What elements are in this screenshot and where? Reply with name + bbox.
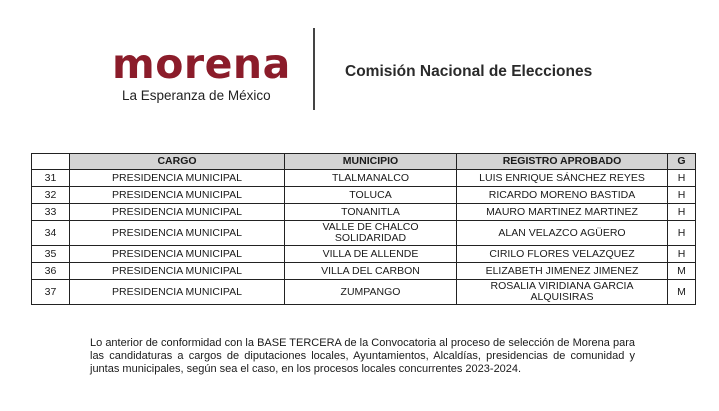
header-registro: REGISTRO APROBADO [457,154,668,170]
row-number: 31 [32,170,70,187]
table-row [32,263,696,280]
row-municipio: VILLA DE ALLENDE [285,246,457,263]
row-cargo: PRESIDENCIA MUNICIPAL [70,221,285,246]
table-row [32,187,696,204]
logo-slogan: La Esperanza de México [122,88,271,103]
header-divider [313,28,315,110]
row-number: 34 [32,221,70,246]
table-header-row [32,154,696,170]
row-registro: ROSALIA VIRIDIANA GARCIA ALQUISIRAS [457,280,668,305]
row-municipio: VALLE DE CHALCO SOLIDARIDAD [285,221,457,246]
row-cargo: PRESIDENCIA MUNICIPAL [70,187,285,204]
row-municipio: VILLA DEL CARBON [285,263,457,280]
row-registro: CIRILO FLORES VELAZQUEZ [457,246,668,263]
row-gender: H [668,187,696,204]
row-municipio: TONANITLA [285,204,457,221]
row-cargo: PRESIDENCIA MUNICIPAL [70,170,285,187]
row-gender: H [668,204,696,221]
header-cargo: CARGO [70,154,285,170]
row-gender: H [668,246,696,263]
table-row [32,280,696,305]
header-num [32,154,70,170]
row-cargo: PRESIDENCIA MUNICIPAL [70,263,285,280]
row-number: 33 [32,204,70,221]
row-number: 35 [32,246,70,263]
table-row [32,246,696,263]
row-municipio: TOLUCA [285,187,457,204]
document-header [0,0,719,130]
row-cargo: PRESIDENCIA MUNICIPAL [70,280,285,305]
row-registro: MAURO MARTINEZ MARTINEZ [457,204,668,221]
row-municipio: TLALMANALCO [285,170,457,187]
row-number: 32 [32,187,70,204]
row-cargo: PRESIDENCIA MUNICIPAL [70,204,285,221]
row-registro: RICARDO MORENO BASTIDA [457,187,668,204]
row-registro: LUIS ENRIQUE SÁNCHEZ REYES [457,170,668,187]
row-number: 37 [32,280,70,305]
table-row [32,204,696,221]
commission-title: Comisión Nacional de Elecciones [345,63,593,80]
row-registro: ALAN VELAZCO AGÜERO [457,221,668,246]
row-gender: H [668,170,696,187]
candidates-table [31,153,696,305]
footer-paragraph: Lo anterior de conformidad con la BASE TERCERA de la Convocatoria al proceso de selección de Morena para las candidaturas a cargos de diputaciones locales, Ayuntamientos, Alcaldías, presidencias de comunidad y juntas municipales, según sea el caso, en los procesos locales concurrentes 2023-2024. [90,337,635,375]
header-g: G [668,154,696,170]
table-row [32,221,696,246]
row-gender: H [668,221,696,246]
row-number: 36 [32,263,70,280]
row-gender: M [668,263,696,280]
row-registro: ELIZABETH JIMENEZ JIMENEZ [457,263,668,280]
row-gender: M [668,280,696,305]
morena-logo: morena [112,40,291,88]
table-row [32,170,696,187]
header-municipio: MUNICIPIO [285,154,457,170]
row-cargo: PRESIDENCIA MUNICIPAL [70,246,285,263]
row-municipio: ZUMPANGO [285,280,457,305]
